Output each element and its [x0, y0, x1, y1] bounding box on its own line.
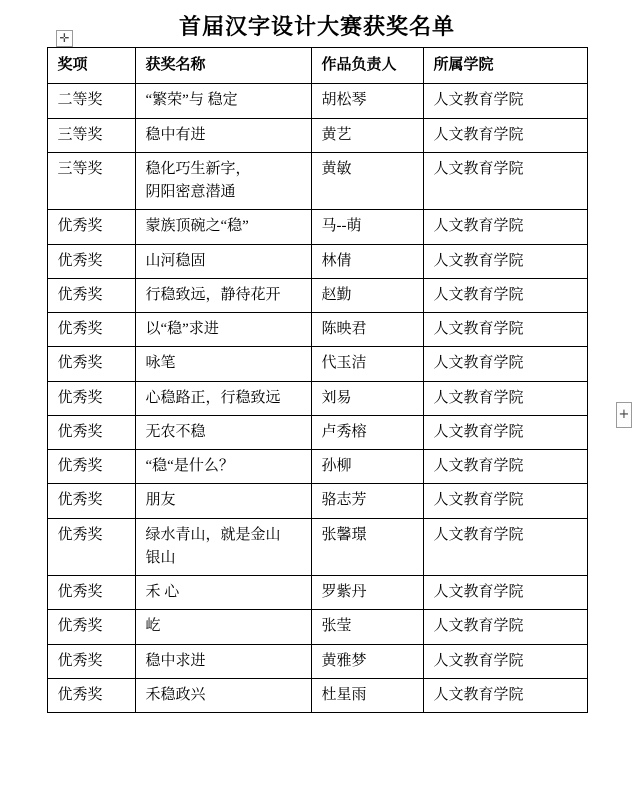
- table-resize-handle[interactable]: +: [616, 402, 632, 428]
- cell-work-name: [135, 84, 311, 118]
- cell-award: 优秀奖: [47, 678, 135, 712]
- cell-work-line: 屹: [145, 618, 161, 635]
- cell-leader: 罗紫丹: [311, 576, 423, 610]
- table-row: [47, 484, 587, 518]
- table-row: [47, 610, 587, 644]
- cell-work-line: 朋友: [145, 492, 176, 509]
- cell-leader: 刘易: [311, 381, 423, 415]
- cell-college: 人文教育学院: [423, 415, 587, 449]
- table-row: [47, 450, 587, 484]
- cell-work-line: 稳中有进: [145, 126, 206, 143]
- cell-work-name: [135, 415, 311, 449]
- cell-leader: 马--萌: [311, 210, 423, 244]
- cell-leader: 杜星雨: [311, 678, 423, 712]
- cell-college: 人文教育学院: [423, 244, 587, 278]
- cell-award: 优秀奖: [47, 610, 135, 644]
- cell-work-name: [135, 610, 311, 644]
- cell-work-name: [135, 381, 311, 415]
- cell-award: 三等奖: [47, 152, 135, 210]
- table-move-handle[interactable]: ✛: [56, 30, 73, 47]
- cell-leader: 卢秀榕: [311, 415, 423, 449]
- cell-leader: 赵勤: [311, 278, 423, 312]
- cell-work-line: 禾 心: [145, 584, 180, 600]
- table-row: [47, 644, 587, 678]
- cell-college: 人文教育学院: [423, 118, 587, 152]
- cell-work-line: 绿水青山，就是金山: [145, 526, 281, 543]
- cell-college: 人文教育学院: [423, 576, 587, 610]
- page-title: 首届汉字设计大赛获奖名单: [178, 14, 455, 39]
- cell-work-name: [135, 484, 311, 518]
- cell-work-line: 无农不稳: [145, 423, 206, 440]
- award-table: [47, 47, 588, 713]
- cell-work-line: 心稳路正，行稳致远: [145, 389, 281, 406]
- cell-college: 人文教育学院: [423, 678, 587, 712]
- cell-college: 人文教育学院: [423, 450, 587, 484]
- cell-leader: 黄敏: [311, 152, 423, 210]
- cell-college: 人文教育学院: [423, 278, 587, 312]
- cell-college: 人文教育学院: [423, 84, 587, 118]
- cell-work-name: [135, 518, 311, 576]
- cell-award: 优秀奖: [47, 415, 135, 449]
- cell-work-line: 稳化巧生新字，: [145, 160, 251, 177]
- cell-work-name: [135, 450, 311, 484]
- cell-work-name: [135, 644, 311, 678]
- table-row: [47, 576, 587, 610]
- cell-college: 人文教育学院: [423, 381, 587, 415]
- table-row: [47, 518, 587, 576]
- cell-college: 人文教育学院: [423, 610, 587, 644]
- cell-work-line: 蒙族顶碗之“稳”: [145, 218, 249, 235]
- cell-college: 人文教育学院: [423, 313, 587, 347]
- cell-award: 三等奖: [47, 118, 135, 152]
- cell-leader: 张莹: [311, 610, 423, 644]
- cell-award: 优秀奖: [47, 381, 135, 415]
- table-row: [47, 84, 587, 118]
- cell-award: 二等奖: [47, 84, 135, 118]
- cell-college: 人文教育学院: [423, 644, 587, 678]
- cell-award: 优秀奖: [47, 313, 135, 347]
- cell-award: 优秀奖: [47, 244, 135, 278]
- table-row: [47, 678, 587, 712]
- cell-work-line: 山河稳固: [145, 252, 206, 269]
- column-header-award: 奖项: [47, 48, 135, 84]
- table-row: [47, 118, 587, 152]
- cell-work-line-2: 银山: [145, 549, 176, 566]
- cell-college: 人文教育学院: [423, 152, 587, 210]
- cell-work-line: 咏笔: [145, 355, 176, 372]
- cell-leader: 林倩: [311, 244, 423, 278]
- cell-work-line: 行稳致远，静待花开: [145, 286, 281, 303]
- cell-college: 人文教育学院: [423, 210, 587, 244]
- cell-work-name: [135, 313, 311, 347]
- cell-award: 优秀奖: [47, 210, 135, 244]
- cell-work-line-2: 阴阳密意潜通: [145, 184, 236, 200]
- cell-award: 优秀奖: [47, 518, 135, 576]
- table-row: [47, 278, 587, 312]
- cell-work-name: [135, 347, 311, 381]
- column-header-work: 获奖名称: [135, 48, 311, 84]
- table-row: [47, 210, 587, 244]
- cell-leader: 黄艺: [311, 118, 423, 152]
- cell-leader: 骆志芳: [311, 484, 423, 518]
- cell-award: 优秀奖: [47, 576, 135, 610]
- cell-work-name: [135, 152, 311, 210]
- cell-work-name: [135, 278, 311, 312]
- column-header-leader: 作品负责人: [311, 48, 423, 84]
- cell-award: 优秀奖: [47, 347, 135, 381]
- cell-award: 优秀奖: [47, 450, 135, 484]
- cell-college: 人文教育学院: [423, 518, 587, 576]
- cell-leader: 孙柳: [311, 450, 423, 484]
- cell-award: 优秀奖: [47, 278, 135, 312]
- cell-work-line: “稳“是什么？: [145, 458, 234, 474]
- cell-award: 优秀奖: [47, 484, 135, 518]
- cell-work-line: “繁荣”与 稳定: [145, 92, 238, 109]
- cell-leader: 代玉洁: [311, 347, 423, 381]
- cell-college: 人文教育学院: [423, 347, 587, 381]
- table-row: [47, 152, 587, 210]
- cell-work-line: 稳中求进: [145, 652, 206, 669]
- cell-award: 优秀奖: [47, 644, 135, 678]
- cell-work-name: [135, 118, 311, 152]
- cell-work-name: [135, 244, 311, 278]
- table-row: [47, 347, 587, 381]
- cell-leader: 张馨璟: [311, 518, 423, 576]
- table-row: [47, 381, 587, 415]
- cell-college: 人文教育学院: [423, 484, 587, 518]
- cell-work-name: [135, 576, 311, 610]
- table-row: [47, 313, 587, 347]
- table-header-row: [47, 48, 587, 84]
- cell-work-name: [135, 678, 311, 712]
- cell-leader: 陈映君: [311, 313, 423, 347]
- table-row: [47, 244, 587, 278]
- cell-leader: 胡松琴: [311, 84, 423, 118]
- cell-work-name: [135, 210, 311, 244]
- column-header-college: 所属学院: [423, 48, 587, 84]
- cell-leader: 黄雅梦: [311, 644, 423, 678]
- table-row: [47, 415, 587, 449]
- cell-work-line: 以“稳”求进: [145, 321, 219, 337]
- cell-work-line: 禾稳政兴: [145, 686, 206, 703]
